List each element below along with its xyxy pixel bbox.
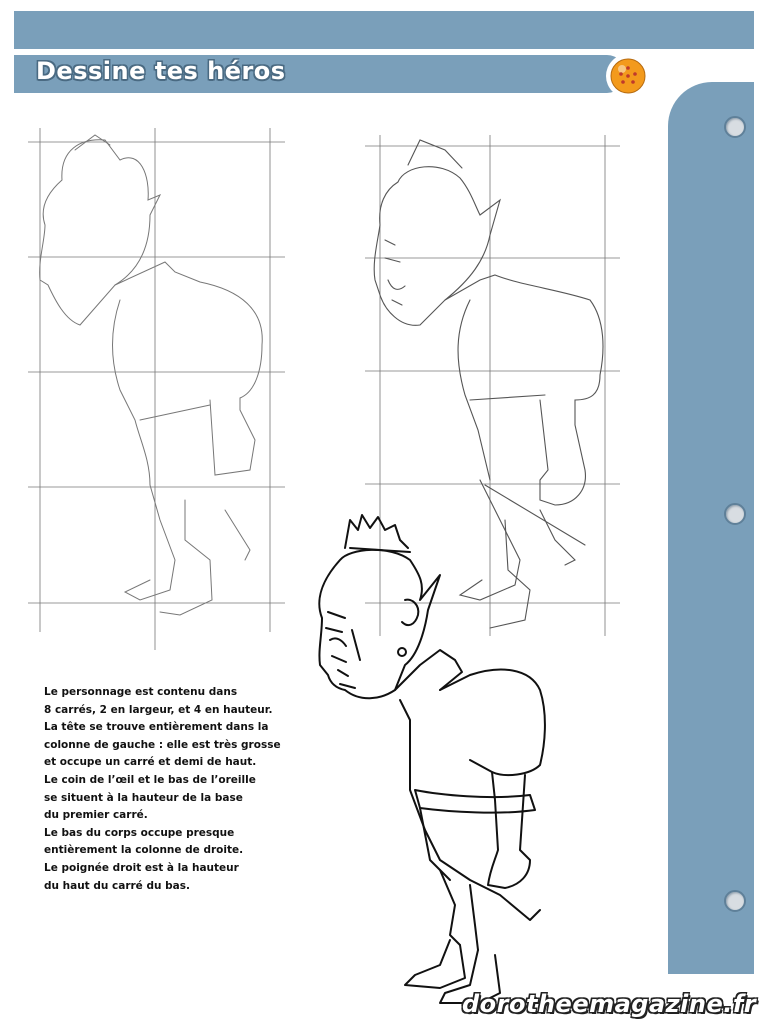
instruction-line: du haut du carré du bas. [44, 879, 190, 892]
instruction-line: entièrement la colonne de droite. [44, 844, 244, 857]
instruction-line: colonne de gauche : elle est très grosse [44, 738, 281, 751]
step-2-sketch [374, 140, 603, 628]
instruction-line: Le coin de l’œil et le bas de l’oreille [44, 773, 256, 786]
step-1-grid [28, 128, 285, 650]
step-2-grid [365, 135, 620, 636]
instruction-line: Le poignée droit est à la hauteur [44, 861, 239, 874]
instruction-line: La tête se trouve entièrement dans la [44, 721, 269, 734]
instruction-line: 8 carrés, 2 en largeur, et 4 en hauteur. [44, 703, 273, 716]
step-3-final-drawing [319, 515, 545, 1003]
instruction-line: Le personnage est contenu dans [44, 686, 238, 698]
step-1-sketch [40, 135, 263, 615]
page-title: Dessine tes héros [36, 57, 286, 85]
instruction-line: se situent à la hauteur de la base [44, 791, 243, 804]
instruction-line: du premier carré. [44, 809, 148, 822]
instruction-line: et occupe un carré et demi de haut. [44, 756, 257, 769]
watermark: dorotheemagazine.fr [462, 990, 757, 1018]
instruction-line: Le bas du corps occupe presque [44, 826, 235, 839]
instructions-text [44, 684, 294, 895]
